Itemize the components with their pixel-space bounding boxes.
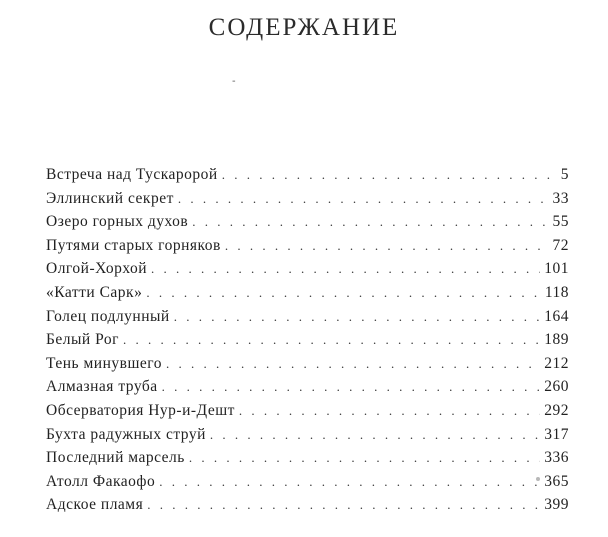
toc-entry-page: 33: [552, 189, 569, 207]
toc-entry-title: Атолл Факаофо: [46, 472, 156, 490]
toc-entry-title: «Катти Сарк»: [46, 283, 143, 301]
toc-dot-leader: [146, 285, 540, 301]
toc-entry-14[interactable]: [46, 473, 569, 497]
toc-dot-leader: [210, 427, 540, 443]
toc-entry-title: Путями старых горняков: [46, 236, 221, 254]
toc-entry-title: Алмазная труба: [46, 378, 158, 396]
toc-dot-leader: [189, 450, 540, 466]
toc-entry-3[interactable]: [46, 213, 569, 237]
toc-entry-page: 55: [552, 213, 569, 231]
toc-dot-leader: [225, 238, 549, 254]
toc-entry-title: Адское пламя: [46, 496, 144, 514]
toc-entry-title: Голец подлунный: [46, 307, 170, 325]
toc-entry-page: 399: [544, 496, 569, 514]
toc-entry-1[interactable]: [46, 166, 569, 190]
toc-dot-leader: [166, 356, 540, 372]
toc-entry-page: 292: [544, 401, 569, 419]
toc-entry-page: 118: [544, 283, 569, 301]
toc-entry-title: Олгой-Хорхой: [46, 260, 148, 278]
toc-entry-8[interactable]: [46, 331, 569, 355]
toc-dot-leader: [192, 214, 548, 230]
toc-dot-leader: [222, 167, 557, 183]
toc-entry-title: Тень минувшего: [46, 354, 162, 372]
toc-entry-2[interactable]: [46, 190, 569, 214]
toc-entry-title: Озеро горных духов: [46, 213, 189, 231]
toc-dot-leader: [151, 261, 540, 277]
toc-entry-title: Встреча над Тускаророй: [46, 166, 218, 183]
page-title: СОДЕРЖАНИЕ: [208, 14, 400, 41]
toc-entry-page: 189: [544, 331, 569, 349]
toc-entry-page: 212: [544, 354, 569, 372]
toc-dot-leader: [178, 191, 549, 207]
toc-entry-page: 317: [544, 425, 569, 443]
toc-entry-title: Эллинский секрет: [46, 189, 174, 207]
table-of-contents: [46, 166, 569, 520]
toc-dot-leader: [174, 309, 541, 325]
toc-entry-10[interactable]: [46, 378, 569, 402]
toc-entry-9[interactable]: [46, 355, 569, 379]
toc-entry-title: Последний марсель: [46, 449, 185, 467]
page-mark: -: [232, 76, 236, 87]
toc-entry-page: 72: [552, 236, 569, 254]
toc-entry-11[interactable]: [46, 402, 569, 426]
toc-entry-page: 336: [544, 449, 569, 467]
toc-entry-7[interactable]: [46, 308, 569, 332]
toc-entry-title: Обсерватория Нур-и-Дешт: [46, 401, 235, 419]
toc-dot-leader: [162, 379, 541, 395]
toc-dot-leader: [147, 497, 540, 513]
toc-entry-title: Белый Рог: [46, 331, 119, 349]
toc-entry-page: 101: [544, 260, 569, 278]
toc-entry-title: Бухта радужных струй: [46, 425, 206, 443]
paper-speck: [536, 477, 540, 481]
toc-entry-page: 365: [544, 472, 569, 490]
toc-entry-page: 5: [560, 166, 569, 183]
toc-entry-page: 164: [544, 307, 569, 325]
toc-entry-15[interactable]: [46, 496, 569, 520]
toc-dot-leader: [159, 474, 540, 490]
toc-entry-6[interactable]: [46, 284, 569, 308]
toc-entry-12[interactable]: [46, 426, 569, 450]
toc-dot-leader: [239, 403, 540, 419]
toc-entry-4[interactable]: [46, 237, 569, 261]
toc-entry-page: 260: [544, 378, 569, 396]
toc-entry-5[interactable]: [46, 260, 569, 284]
toc-entry-13[interactable]: [46, 449, 569, 473]
toc-dot-leader: [123, 332, 540, 348]
